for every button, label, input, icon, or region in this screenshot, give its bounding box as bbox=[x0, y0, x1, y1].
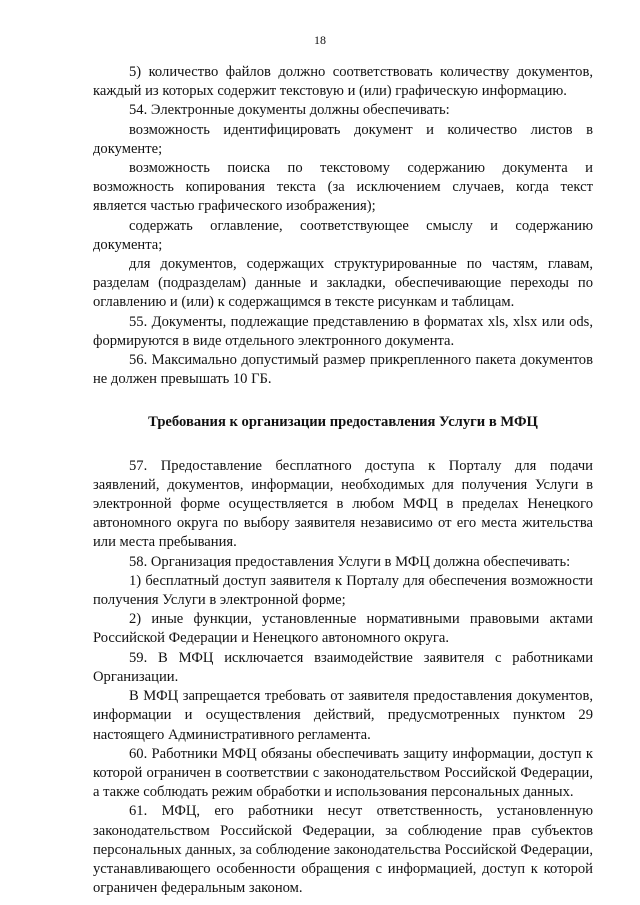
paragraph-54-item-structured: для документов, содержащих структурированные по частям, главам, разделам (подразделам) данные и закладки, обеспечивающие переходы по оглавлению и (или) к содержащимся в тексте рисункам и таблицам. bbox=[93, 256, 593, 311]
paragraph-54-item-contents: содержать оглавление, соответствующее смыслу и содержанию документа; bbox=[93, 217, 593, 253]
paragraph-55: 55. Документы, подлежащие представлению в форматах xls, xlsx или ods, формируются в виде отдельного электронного документа. bbox=[93, 313, 593, 349]
paragraph-58-item-1: 1) бесплатный доступ заявителя к Порталу для обеспечения возможности получения Услуги в электронной форме; bbox=[93, 572, 593, 609]
paragraph-54: 54. Электронные документы должны обеспечивать: bbox=[129, 102, 450, 119]
paragraph-54-item-search: возможность поиска по текстовому содержанию документа и возможность копирования текста (за исключением случаев, когда текст является частью графического изображения); bbox=[93, 160, 593, 215]
paragraph-60: 60. Работники МФЦ обязаны обеспечивать защиту информации, доступ к которой ограничен в соответствии с законодательством Российской Федерации, а также соблюдать режим обработки и использования персональных данных. bbox=[93, 745, 593, 801]
paragraph-item-5: 5) количество файлов должно соответствовать количеству документов, каждый из которых содержит текстовую и (или) графическую информацию. bbox=[93, 64, 593, 100]
paragraph-59: 59. В МФЦ исключается взаимодействие заявителя с работниками Организации. bbox=[93, 649, 593, 685]
document-body bbox=[93, 63, 593, 898]
paragraph-61: 61. МФЦ, его работники несут ответственность, установленную законодательством Российской Федерации, за соблюдение прав субъектов персональных данных, за соблюдение законодательства Российской Федерации, устанавливающего особенности обращения с информацией, доступ к которой ограничен федеральным законом. bbox=[93, 803, 593, 897]
page-number: 18 bbox=[314, 33, 326, 47]
paragraph-56: 56. Максимально допустимый размер прикрепленного пакета документов не должен превышать 10 ГБ. bbox=[93, 352, 593, 388]
paragraph-57: 57. Предоставление бесплатного доступа к Порталу для подачи заявлений, документов, информации, необходимых для получения Услуги в электронной форме осуществляется в любом МФЦ в пределах Ненецкого автономного округа по выбору заявителя независимо от его места жительства или места пребывания. bbox=[93, 457, 593, 551]
section-heading: Требования к организации предоставления Услуги в МФЦ bbox=[148, 414, 538, 431]
paragraph-58-item-2: 2) иные функции, установленные нормативными правовыми актами Российской Федерации и Ненецкого автономного округа. bbox=[93, 611, 593, 647]
paragraph-59-continued: В МФЦ запрещается требовать от заявителя предоставления документов, информации и осуществления действий, предусмотренных пунктом 29 настоящего Административного регламента. bbox=[93, 688, 593, 743]
paragraph-54-item-identify: возможность идентифицировать документ и количество листов в документе; bbox=[93, 121, 593, 157]
paragraph-58: 58. Организация предоставления Услуги в МФЦ должна обеспечивать: bbox=[129, 553, 571, 570]
